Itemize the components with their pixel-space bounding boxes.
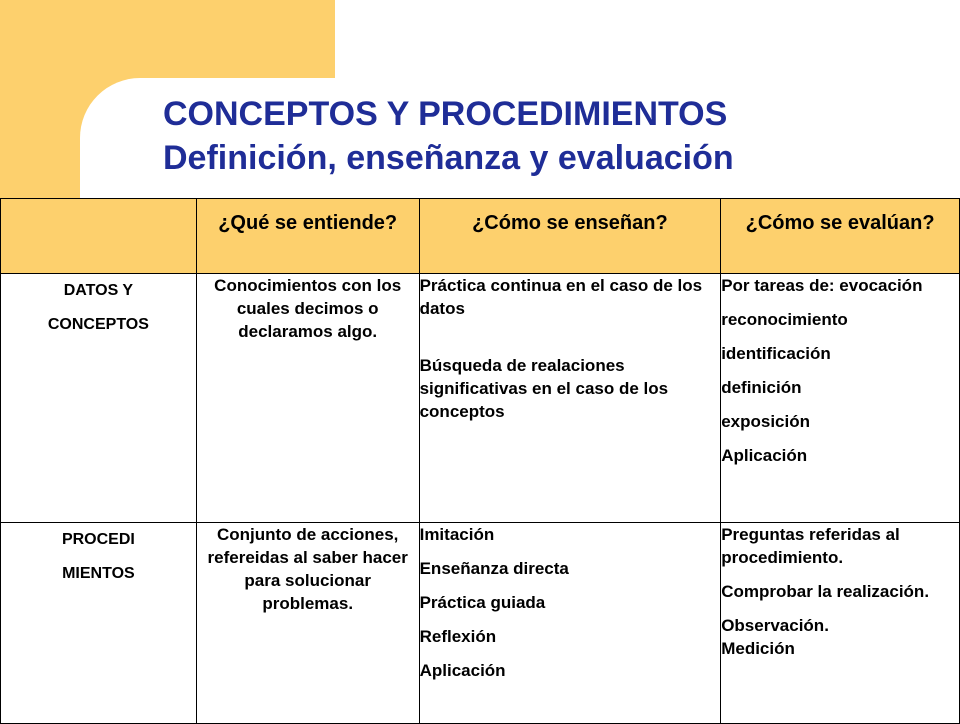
teaching-item: Práctica guiada	[419, 593, 546, 612]
evaluation-item: identificación	[721, 344, 831, 363]
header-cell-empty	[1, 199, 197, 274]
row-label-procedures	[1, 523, 197, 724]
teaching-item: Búsqueda de realaciones significativas en el caso de los conceptos	[419, 356, 669, 421]
evaluation-item: Comprobar la realización.	[721, 582, 930, 601]
evaluation-cell	[721, 523, 960, 724]
row-label-line: MIENTOS	[62, 565, 135, 582]
teaching-item: Enseñanza directa	[419, 559, 569, 578]
evaluation-item: exposición	[721, 412, 811, 431]
slide-title-line-1: CONCEPTOS Y PROCEDIMIENTOS	[163, 95, 728, 133]
slide-title-line-2: Definición, enseñanza y evaluación	[163, 139, 734, 177]
teaching-cell	[419, 274, 721, 523]
concepts-procedures-table	[0, 198, 960, 724]
header-cell-what: ¿Qué se entiende?	[196, 199, 419, 274]
teaching-cell	[419, 523, 721, 724]
definition-cell: Conjunto de acciones, refereidas al saber hacer para solucionar problemas.	[196, 523, 419, 724]
teaching-item: Aplicación	[419, 661, 506, 680]
evaluation-item: Medición	[721, 639, 795, 658]
row-label-data-concepts	[1, 274, 197, 523]
evaluation-item: definición	[721, 378, 802, 397]
evaluation-item: Por tareas de: evocación	[721, 276, 923, 295]
evaluation-cell	[721, 274, 960, 523]
evaluation-item: Observación.	[721, 616, 829, 635]
evaluation-item: reconocimiento	[721, 310, 848, 329]
evaluation-item: Aplicación	[721, 446, 808, 465]
header-cell-how-evaluated: ¿Cómo se evalúan?	[721, 199, 960, 274]
table-row-procedures	[1, 523, 960, 724]
evaluation-item: Preguntas referidas al procedimiento.	[721, 525, 900, 567]
definition-cell: Conocimientos con los cuales decimos o declaramos algo.	[196, 274, 419, 523]
table-row-data-concepts	[1, 274, 960, 523]
table-header-row	[1, 199, 960, 274]
teaching-item: Práctica continua en el caso de los datos	[419, 276, 703, 318]
row-label-line: CONCEPTOS	[47, 316, 149, 333]
header-cell-how-taught: ¿Cómo se enseñan?	[419, 199, 721, 274]
teaching-item: Reflexión	[419, 627, 497, 646]
slide-title	[163, 92, 943, 180]
row-label-line: PROCEDI	[61, 531, 135, 548]
teaching-item: Imitación	[419, 525, 495, 544]
row-label-line: DATOS Y	[63, 282, 134, 299]
